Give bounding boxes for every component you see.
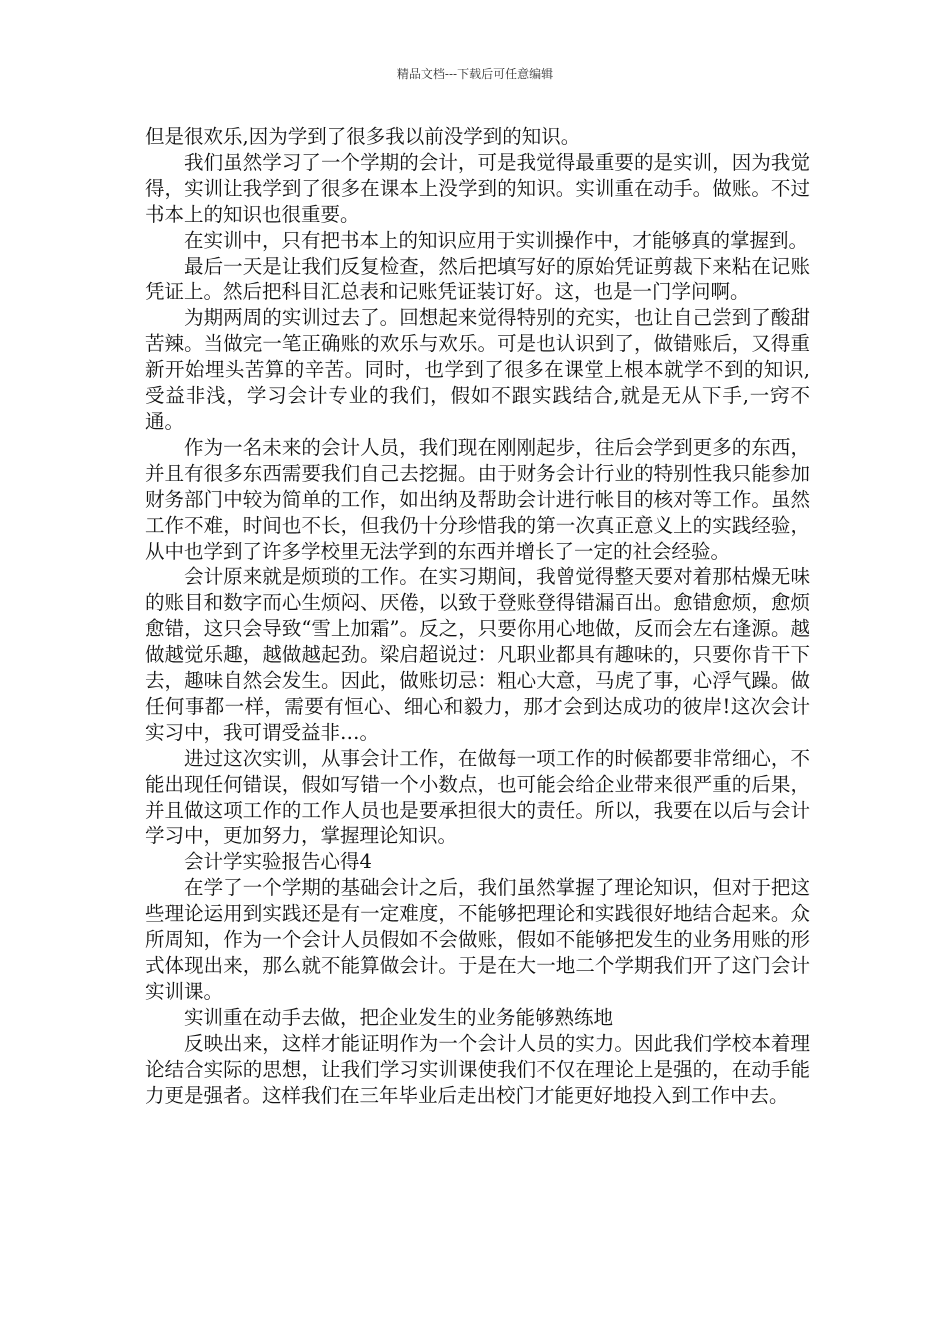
- paragraph-11: 反映出来，这样才能证明作为一个会计人员的实力。因此我们学校本着理论结合实际的思想，让我们学习实训课使我们不仅在理论上是强的，在动手能力更是强者。这样我们在三年毕业后走出校门才能更好地投入到工作中去。: [145, 1031, 810, 1107]
- paragraph-1: 但是很欢乐,因为学到了很多我以前没学到的知识。: [145, 125, 581, 148]
- paragraph-8: 进过这次实训，从事会计工作，在做每一项工作的时候都要非常细心，不能出现任何错误，假如写错一个小数点，也可能会给企业带来很严重的后果，并且做这项工作的工作人员也是要承担很大的责任。所以，我要在以后与会计学习中，更加努力，掌握理论知识。: [145, 746, 810, 848]
- paragraph-7: 会计原来就是烦琐的工作。在实习期间，我曾觉得整天要对着那枯燥无味的账目和数字而心生烦闷、厌倦，以致于登账登得错漏百出。愈错愈烦，愈烦愈错，这只会导致“雪上加霜”。反之，只要你用心地做，反而会左右逢源。越做越觉乐趣，越做越起劲。梁启超说过：凡职业都具有趣味的，只要你肯干下去，趣味自然会发生。因此，做账切忌：粗心大意，马虎了事，心浮气躁。做任何事都一样，需要有恒心、细心和毅力，那才会到达成功的彼岸!这次会计实习中，我可谓受益非…。: [145, 565, 810, 744]
- paragraph-10: 实训重在动手去做，把企业发生的业务能够熟练地: [184, 1005, 614, 1029]
- paragraph-5: 为期两周的实训过去了。回想起来觉得特别的充实，也让自己尝到了酸甜苦辣。当做完一笔正确账的欢乐与欢乐。可是也认识到了，做错账后，又得重新开始埋头苦算的辛苦。同时，也学到了很多在课堂上根本就学不到的知识,受益非浅，学习会计专业的我们，假如不跟实践结合,就是无从下手,一窍不通。: [145, 306, 810, 433]
- paragraph-9: 在学了一个学期的基础会计之后，我们虽然掌握了理论知识，但对于把这些理论运用到实践还是有一定难度，不能够把理论和实践很好地结合起来。众所周知，作为一个会计人员假如不会做账，假如不能够把发生的业务用账的形式体现出来，那么就不能算做会计。于是在大一地二个学期我们开了这门会计实训课。: [145, 876, 810, 1003]
- paragraph-6: 作为一名未来的会计人员，我们现在刚刚起步，往后会学到更多的东西，并且有很多东西需要我们自己去挖掘。由于财务会计行业的特别性我只能参加财务部门中较为简单的工作，如出纳及帮助会计进行帐目的核对等工作。虽然工作不难，时间也不长，但我仍十分珍惜我的第一次真正意义上的实践经验，从中也学到了许多学校里无法学到的东西并增长了一定的社会经验。: [145, 435, 810, 563]
- paragraph-4: 最后一天是让我们反复检查，然后把填写好的原始凭证剪裁下来粘在记账凭证上。然后把科目汇总表和记账凭证装订好。这，也是一门学问啊。: [145, 254, 810, 304]
- paragraph-2: 我们虽然学习了一个学期的会计，可是我觉得最重要的是实训，因为我觉得，实训让我学到了很多在课本上没学到的知识。实训重在动手。做账。不过书本上的知识也很重要。: [145, 150, 810, 226]
- section-heading: 会计学实验报告心得4: [184, 850, 372, 874]
- paragraph-3: 在实训中，只有把书本上的知识应用于实训操作中，才能够真的掌握到。: [184, 228, 809, 252]
- document-body: [145, 124, 810, 1108]
- page-header: 精品文档---下载后可任意编辑: [396, 67, 554, 81]
